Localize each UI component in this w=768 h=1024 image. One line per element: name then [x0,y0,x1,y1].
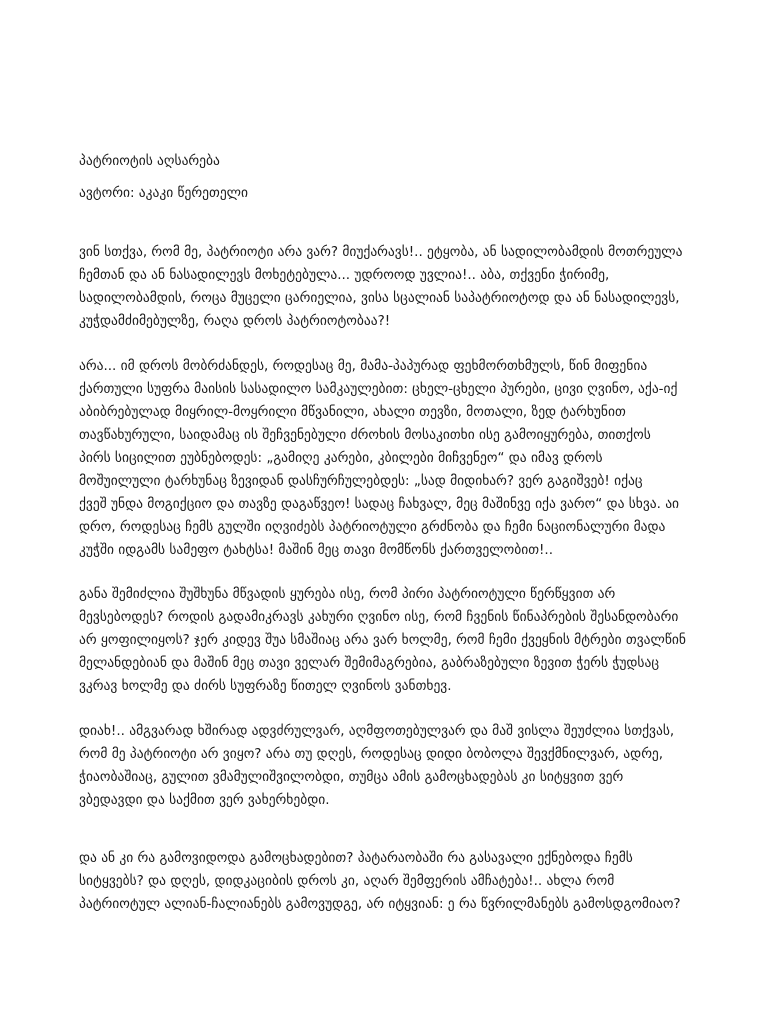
paragraph-line: განა შემიძლია შუშხუნა მწვადის ყურება ისე, რომ პირი პატრიოტული წერწყვით არ [79,586,616,602]
document-author: ავტორი: აკაკი წერეთელი [79,185,249,201]
paragraph-line: ქართული სუფრა მაისის სასადილო სამკაულებით: ცხელ-ცხელი პურები, ცივი ღვინო, აქა-იქ [79,381,678,397]
paragraph-line: დიახ!.. ამგვარად ხშირად ადვძრულვარ, აღმფოთებულვარ და მაშ ვისლა შეუძლია სთქვას, [79,723,675,739]
paragraph-line: მელანდებიან და მაშინ მეც თავი ველარ შემიმაგრებია, გაბრაზებული ზევით ჭერს ჭუდსაც [79,655,660,671]
paragraph-line: არა... იმ დროს მობრძანდეს, როდესაც მე, მამა-პაპურად ფეხმორთხმულს, წინ მიფენია [79,358,648,374]
paragraph-line: დრო, როდესაც ჩემს გულში იღვიძებს პატრიოტული გრძნობა და ჩემი ნაციონალური მადა [79,519,666,535]
paragraph-line: არ ყოფილიყოს? ჯერ კიდევ შუა სმაშიაც არა ვარ ხოლმე, რომ ჩემი ქვეყნის მტრები თვალწინ [79,632,686,648]
paragraph-2 [79,355,689,562]
paragraph-line: თავწახურული, საიდამაც ის შეჩვენებული ძროხის მოსაკითხი ისე გამოიყურება, თითქოს [79,427,651,443]
paragraph-line: ქვეშ უნდა მოგიქციო და თავზე დაგაწვეო! სადაც ჩახვალ, მეც მაშინვე იქა ვარო“ და სხვა. აი [79,496,680,512]
paragraph-line: ვბედავდი და საქმით ვერ ვახერხებდი. [79,792,330,808]
paragraph-4 [79,720,689,812]
paragraph-1 [79,241,689,333]
paragraph-line: მევსებოდეს? როდის გადამიკრავს კახური ღვინო ისე, რომ ჩვენის წინაპრების შესანდობარი [79,609,679,625]
paragraph-5 [79,847,689,916]
paragraph-3 [79,583,689,698]
paragraph-line: ჩემთან და ან ნასადილევს მოხეტებულა... უდროოდ უვლია!.. აბა, თქვენი ჭირიმე, [79,267,610,283]
paragraph-line: მოშუილული ტარხუნაც ზევიდან დასჩურჩულებდეს: „სად მიდიხარ? ვერ გაგიშვებ! იქაც [79,473,643,489]
paragraph-line: ვინ სთქვა, რომ მე, პატრიოტი არა ვარ? მიუქარავს!.. ეტყობა, ან სადილობამდის მოთრეულა [79,244,683,260]
paragraph-line: სიტყვებს? და დღეს, დიდკაციბის დროს კი, აღარ შემფერის ამჩატება!.. ახლა რომ [79,873,615,889]
paragraph-line: ჭიაობაშიაც, გულით ვმამულიშვილობდი, თუმცა ამის გამოცხადებას კი სიტყვით ვერ [79,769,624,785]
paragraph-line: ვკრავ ხოლმე და ძირს სუფრაზე წითელ ღვინოს ვანთხევ. [79,678,452,694]
paragraph-line: კუჭდამძიმებულზე, რაღა დროს პატრიოტობაა?! [79,313,391,329]
paragraph-line: რომ მე პატრიოტი არ ვიყო? არა თუ დღეს, როდესაც დიდი ბობოლა შევქმნილვარ, ადრე, [79,746,664,762]
paragraph-line: კუჭში იდგამს სამეფო ტახტსა! მაშინ მეც თავი მომწონს ქართველობით!.. [79,542,553,558]
paragraph-line: და ან კი რა გამოვიდოდა გამოცხადებით? პატარაობაში რა გასავალი ექნებოდა ჩემს [79,850,633,866]
paragraph-line: სადილობამდის, როცა მუცელი ცარიელია, ვისა სცალიან საპატრიოტოდ და ან ნასადილევს, [79,290,680,306]
paragraph-line: პირს სიცილით ეუბნებოდეს: „გამიღე კარები, კბილები მიჩვენეო“ და იმავ დროს [79,450,603,466]
paragraph-line: აბიბრებულად მიყრილ-მოყრილი მწვანილი, ახალი თევზი, მოთალი, ზედ ტარხუნით [79,404,626,420]
paragraph-line: პატრიოტულ ალიან-ჩალიანებს გამოვუდგე, არ იტყვიან: ე რა წვრილმანებს გამოსდგომიაო? [79,896,681,912]
document-title: პატრიოტის აღსარება [79,153,220,169]
